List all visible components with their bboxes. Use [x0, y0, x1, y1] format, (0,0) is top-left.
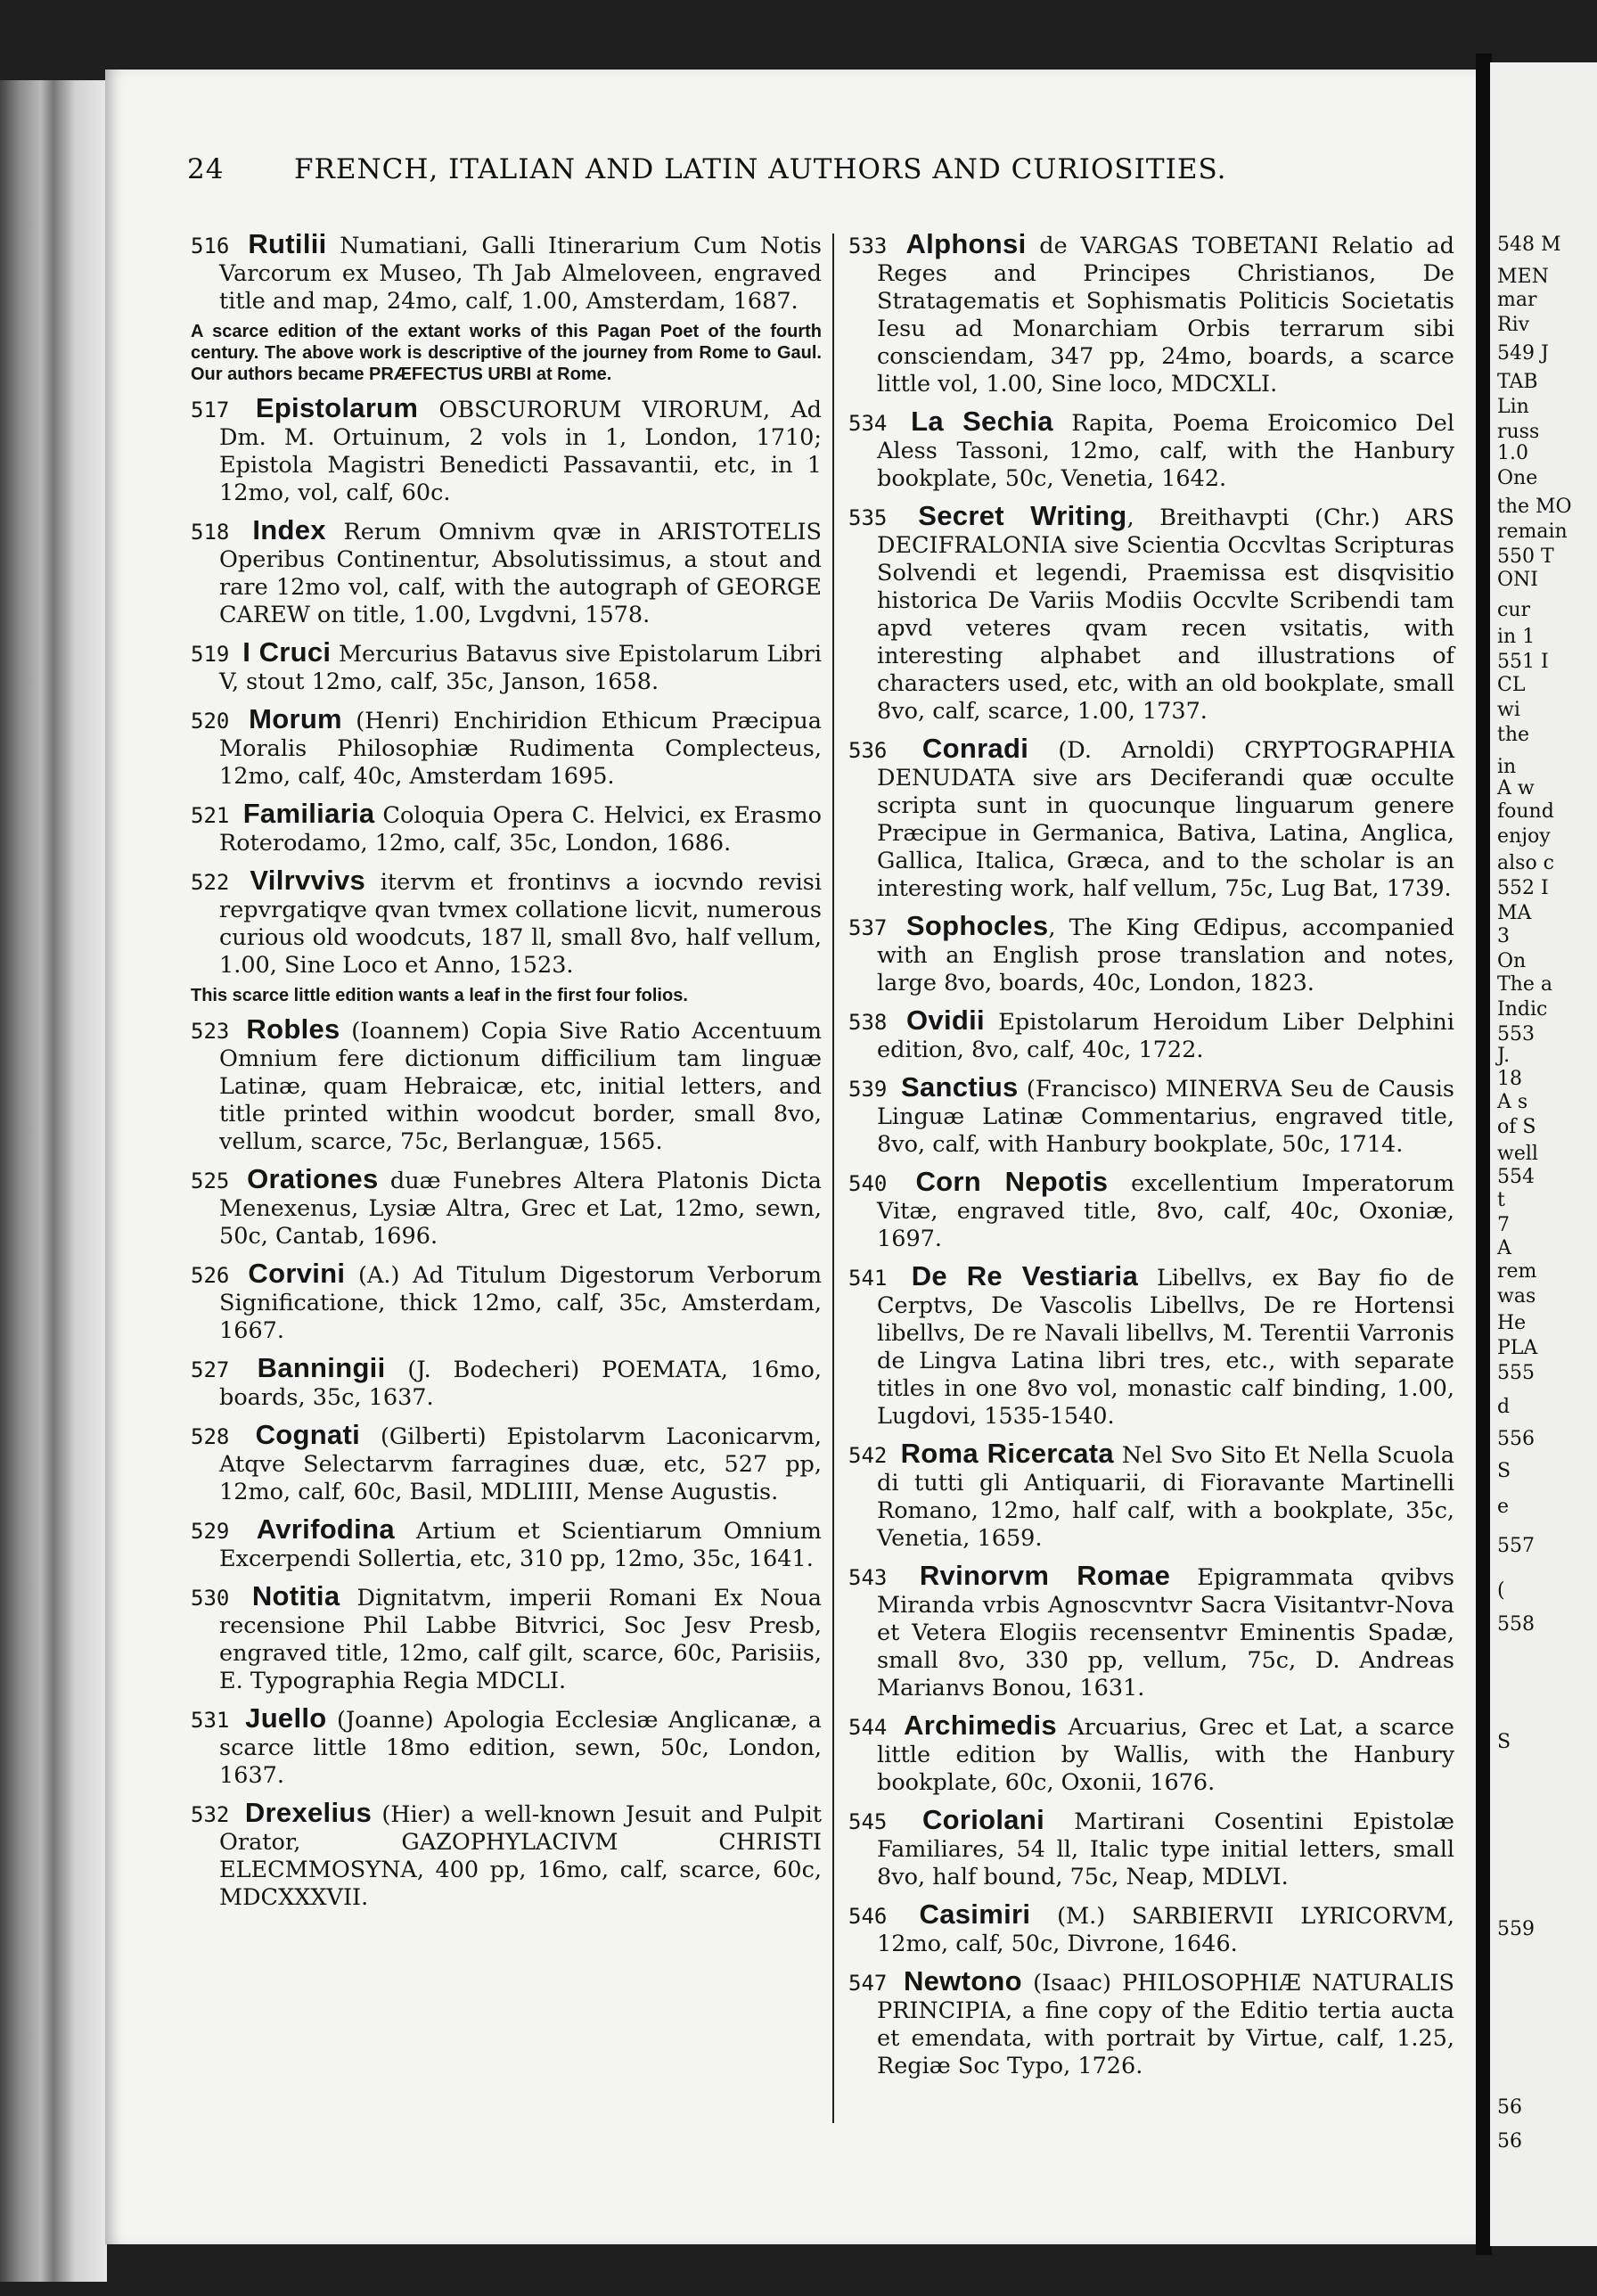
entry-number: 532	[191, 1802, 245, 1827]
catalog-entry	[848, 1711, 1454, 1797]
entry-text: Arcuarius, Grec et Lat, a scarce little edition by Wallis, with the Hanbury bookplate, 60c, Oxonii, 1676.	[877, 1714, 1455, 1796]
next-page-text: remain	[1497, 521, 1568, 543]
entry-text: (Francisco) MINERVA Seu de Causis Linguæ Latinæ Commentarius, engraved title, 8vo, calf, with Hanbury bookplate, 50c, 1714.	[877, 1076, 1454, 1158]
next-page-text: e	[1497, 1496, 1510, 1518]
catalog-entry	[848, 1562, 1454, 1702]
entry-text: de VARGAS TOBETANI Relatio ad Reges and Principes Christianos, De Stratagematis et Sophismatis Politicis Societatis Iesu ad Monarchiam Orbis terrarum sibi consciendam, 347 pp, 24mo, boards, a scarce little vol, 1.00, Sine loco, MDCXLI.	[877, 233, 1455, 398]
page-header	[187, 153, 1453, 185]
next-page-text: 551 I	[1497, 651, 1549, 673]
entry-heading: Avrifodina	[256, 1513, 395, 1545]
entry-heading: Ovidii	[906, 1004, 985, 1036]
next-page-text: in 1	[1497, 626, 1536, 648]
next-page-text: The a	[1497, 973, 1552, 996]
next-page-text: 7	[1497, 1214, 1510, 1236]
entry-heading: I Cruci	[242, 636, 332, 668]
next-page-text: Lin	[1497, 396, 1529, 418]
entry-number: 523	[191, 1019, 247, 1044]
next-page-text: 552 I	[1497, 877, 1549, 899]
catalog-entry	[191, 230, 822, 316]
next-page-text: 1.0	[1497, 442, 1528, 464]
entry-heading: De Re Vestiaria	[911, 1260, 1138, 1292]
entry-number: 518	[191, 520, 253, 545]
catalog-entry	[191, 1354, 822, 1412]
entry-heading: Epistolarum	[255, 392, 419, 423]
entry-text: , The King Œdipus, accompanied with an English prose translation and notes, large 8vo, boards, 40c, London, 1823.	[877, 914, 1454, 996]
entry-number: 542	[848, 1443, 901, 1468]
left-column	[191, 230, 822, 1921]
next-page-text: 549 J	[1497, 342, 1549, 365]
entry-text: (D. Arnoldi) CRYPTOGRAPHIA DENUDATA sive ars Deciferandi quæ occulte scripta sunt in quocunque linguarum genere Præcipue in Germanica, Bativa, Latina, Anglica, Gallica, Italica, Græca, and to the scholar is an interesting work, half vellum, 75c, Lug Bat, 1739.	[877, 737, 1455, 902]
entry-heading: Banningii	[257, 1352, 386, 1383]
catalog-entry	[191, 516, 822, 629]
next-page-text: mar	[1497, 289, 1537, 311]
entry-text: duæ Funebres Altera Platonis Dicta Menexenus, Lysiæ Altra, Grec et Lat, 12mo, sewn, 50c, Cantab, 1696.	[219, 1168, 823, 1250]
next-page-text: found	[1497, 800, 1554, 823]
entry-text: Martirani Cosentini Epistolæ Familiares, 54 ll, Italic type initial letters, small 8vo, half bound, 75c, Neap, MDLVI.	[877, 1808, 1454, 1890]
next-page-text: A	[1497, 1237, 1511, 1259]
next-page-text: 553	[1497, 1023, 1535, 1046]
next-page-text: well	[1497, 1143, 1538, 1165]
entry-number: 546	[848, 1904, 920, 1929]
catalog-entry	[191, 1799, 822, 1912]
entry-heading: Cognati	[255, 1419, 361, 1450]
entry-text: (Joanne) Apologia Ecclesiæ Anglicanæ, a scarce little 18mo edition, sewn, 50c, London, 1637.	[219, 1707, 823, 1789]
entry-heading: Alphonsi	[905, 228, 1027, 259]
entry-heading: Rvinorvm Romae	[919, 1560, 1171, 1591]
catalog-entry	[191, 1015, 822, 1156]
catalog-entry	[191, 638, 822, 696]
entry-text: OBSCURORUM VIRORUM, Ad Dm. M. Ortuinum, 2 vols in 1, London, 1710; Epistola Magistri Benedicti Passavantii, etc, in 1 12mo, vol, calf, 60c.	[219, 397, 823, 506]
next-page-text: 557	[1497, 1535, 1535, 1557]
entry-heading: Vilrvvivs	[250, 865, 366, 896]
catalog-entry	[848, 1900, 1454, 1958]
entry-number: 516	[191, 234, 249, 258]
entry-text: Artium et Scientiarum Omnium Excerpendi Sollertia, etc, 310 pp, 12mo, 35c, 1641.	[219, 1518, 822, 1572]
entry-number: 534	[848, 411, 912, 436]
entry-number: 544	[848, 1715, 905, 1740]
entry-heading: Casimiri	[919, 1898, 1031, 1930]
next-page-text: the MO	[1497, 496, 1572, 518]
entry-heading: La Sechia	[911, 406, 1053, 437]
entry-heading: Coriolani	[921, 1804, 1044, 1835]
entry-text: Nel Svo Sito Et Nella Scuola di tutti gli Antiquarii, di Fioravante Martinelli Romano, 12mo, half calf, with a bookplate, 35c, Venetia, 1659.	[877, 1442, 1454, 1552]
entry-heading: Roma Ricercata	[900, 1438, 1114, 1469]
next-page-text: 548 M	[1497, 234, 1561, 256]
entry-number: 525	[191, 1168, 248, 1193]
next-page-text: 56	[1497, 2130, 1522, 2152]
entry-text: (J. Bodecheri) POEMATA, 16mo, boards, 35c, 1637.	[219, 1357, 823, 1411]
entry-number: 521	[191, 803, 243, 828]
catalog-entry	[848, 407, 1454, 493]
next-page-text: A w	[1497, 777, 1535, 800]
entry-heading: Morum	[249, 703, 342, 734]
entry-number: 531	[191, 1708, 246, 1733]
next-page-text: One	[1497, 467, 1538, 489]
right-column	[848, 230, 1454, 2089]
next-page-text: Indic	[1497, 998, 1548, 1021]
entry-number: 545	[848, 1809, 922, 1834]
next-page-text: of S	[1497, 1116, 1536, 1138]
catalog-entry	[848, 1262, 1454, 1431]
catalog-entry	[191, 1259, 822, 1345]
entry-text: , Breithavpti (Chr.) ARS DECIFRALONIA sive Scientia Occvltas Scripturas Solvendi et legendi, Praemissa est disqvisitio historica De Variis Modiis Occvlte Scribendi tam apvd veteres qvam recen vsitatis, with interesting alphabet and illustrations of characters used, etc, with an old bookplate, small 8vo, calf, scarce, 1.00, 1737.	[877, 504, 1454, 725]
entry-heading: Juello	[245, 1702, 327, 1734]
next-page-text: 558	[1497, 1613, 1535, 1636]
next-page-text: 18	[1497, 1068, 1522, 1090]
catalog-entry	[191, 1704, 822, 1790]
entry-number: 539	[848, 1077, 901, 1102]
entry-heading: Orationes	[247, 1163, 379, 1194]
catalog-note: This scarce little edition wants a leaf in the first four folios.	[191, 986, 688, 1005]
entry-number: 543	[848, 1565, 920, 1590]
column-divider	[832, 234, 834, 2123]
entry-text: Coloquia Opera C. Helvici, ex Erasmo Roterodamo, 12mo, calf, 35c, London, 1686.	[219, 802, 822, 857]
next-page-text: (	[1497, 1579, 1505, 1602]
entry-heading: Newtono	[903, 1965, 1022, 1997]
entry-number: 522	[191, 870, 250, 895]
next-page-text: He	[1497, 1312, 1527, 1334]
next-page-text: Riv	[1497, 314, 1530, 336]
entry-heading: Sanctius	[900, 1071, 1019, 1103]
next-page-text: MEN	[1497, 266, 1549, 288]
next-page-text: CL	[1497, 674, 1526, 696]
entry-number: 519	[191, 642, 243, 667]
next-page-text: 556	[1497, 1428, 1535, 1450]
catalog-entry	[191, 394, 822, 507]
entry-text: Epistolarum Heroidum Liber Delphini edition, 8vo, calf, 40c, 1722.	[877, 1009, 1454, 1063]
entry-number: 526	[191, 1263, 249, 1288]
catalog-entry	[848, 734, 1454, 903]
next-page-text: was	[1497, 1285, 1536, 1308]
entry-number: 527	[191, 1357, 258, 1382]
catalog-entry	[848, 502, 1454, 726]
next-page-text: A s	[1497, 1091, 1528, 1113]
page-title: FRENCH, ITALIAN AND LATIN AUTHORS AND CURIOSITIES.	[294, 153, 1227, 185]
entry-heading: Familiaria	[242, 798, 375, 829]
next-page-text: 559	[1497, 1918, 1535, 1940]
entry-text: Numatiani, Galli Itinerarium Cum Notis Varcorum ex Museo, Th Jab Almeloveen, engraved title and map, 24mo, calf, 1.00, Amsterdam, 1687.	[219, 233, 823, 315]
catalog-entry	[191, 705, 822, 791]
catalog-entry	[848, 1967, 1454, 2080]
entry-text: Rapita, Poema Eroicomico Del Aless Tassoni, 12mo, calf, with the Hanbury bookplate, 50c, Venetia, 1642.	[877, 410, 1454, 492]
next-page-text: d	[1497, 1396, 1511, 1418]
next-page-text: 550 T	[1497, 545, 1554, 568]
entry-heading: Rutilii	[248, 228, 327, 259]
book-page-edges	[0, 80, 107, 2282]
next-page-text: rem	[1497, 1260, 1537, 1283]
page-number: 24	[187, 153, 225, 185]
catalog-entry	[848, 1806, 1454, 1891]
entry-heading: Index	[252, 514, 326, 545]
entry-text: (Ioannem) Copia Sive Ratio Accentuum Omnium fere dictionum difficilium tam linguæ Latinæ, quam Hebraicæ, etc, initial letters, and title printed within woodcut border, small 8vo, vellum, scarce, 75c, Berlanguæ, 1565.	[219, 1018, 822, 1155]
next-page-text: t	[1497, 1189, 1505, 1211]
entry-number: 541	[848, 1266, 912, 1291]
catalog-note: A scarce edition of the extant works of this Pagan Poet of the fourth century. The above work is descriptive of the journey from Rome to Gaul. Our authors became PRÆFECTUS URBI at Rome.	[191, 322, 822, 384]
next-page-text: S	[1497, 1460, 1511, 1482]
entry-number: 547	[848, 1971, 904, 1996]
next-page-text: S	[1497, 1731, 1511, 1753]
next-page-text: 555	[1497, 1362, 1535, 1384]
entry-heading: Conradi	[921, 733, 1029, 764]
entry-text: itervm et frontinvs a iocvndo revisi repvrgatiqve qvan tvmex collatione licvit, numerous curious old woodcuts, 187 ll, small 8vo, half vellum, 1.00, Sine Loco et Anno, 1523.	[219, 869, 823, 979]
catalog-entry	[848, 1006, 1454, 1064]
catalog-entry	[191, 1421, 822, 1506]
entry-number: 530	[191, 1586, 252, 1611]
catalog-entry	[848, 1073, 1454, 1159]
catalog-entry	[848, 912, 1454, 997]
entry-text: excellentium Imperatorum Vitæ, engraved title, 8vo, calf, 40c, Oxoniæ, 1697.	[877, 1170, 1455, 1252]
next-page-text: MA	[1497, 902, 1532, 924]
entry-heading: Corvini	[248, 1258, 346, 1289]
entry-number: 533	[848, 234, 906, 258]
catalog-entry	[848, 1439, 1454, 1553]
entry-number: 535	[848, 505, 919, 530]
entry-number: 520	[191, 709, 250, 734]
catalog-entry	[848, 1168, 1454, 1253]
entry-text: (A.) Ad Titulum Digestorum Verborum Significatione, thick 12mo, calf, 35c, Amsterdam, 1667.	[219, 1262, 822, 1344]
catalog-entry	[191, 1582, 822, 1695]
entry-heading: Corn Nepotis	[915, 1166, 1109, 1197]
entry-number: 537	[848, 915, 906, 940]
next-page-fragment	[1490, 62, 1597, 2246]
next-page-text: in	[1497, 756, 1517, 778]
entry-number: 540	[848, 1171, 916, 1196]
next-page-text: wi	[1497, 699, 1520, 721]
next-page-text: 554	[1497, 1166, 1535, 1188]
next-page-text: J.	[1497, 1045, 1511, 1067]
next-page-text: also c	[1497, 852, 1555, 874]
entry-text: Epigrammata qvibvs Miranda vrbis Agnoscvntvr Sacra Visitantvr-Nova et Vetera Elogiis recensentvr Eminentis Spadæ, small 8vo, 330 pp, vellum, 75c, D. Andreas Marianvs Bonou, 1631.	[877, 1564, 1454, 1702]
entry-number: 536	[848, 738, 922, 763]
entry-text: Dignitatvm, imperii Romani Ex Noua recensione Phil Labbe Bitvrici, Soc Jesv Presb, engraved title, 12mo, calf gilt, scarce, 60c, Parisiis, E. Typographia Regia MDCLI.	[219, 1585, 822, 1694]
entry-text: (Hier) a well-known Jesuit and Pulpit Orator, GAZOPHYLACIVM CHRISTI ELECMMOSYNA, 400 pp, 16mo, calf, scarce, 60c, MDCXXXVII.	[219, 1801, 822, 1911]
entry-text: Mercurius Batavus sive Epistolarum Libri V, stout 12mo, calf, 35c, Janson, 1658.	[219, 641, 823, 695]
next-page-text: ONI	[1497, 569, 1538, 591]
next-page-text: russ	[1497, 421, 1540, 443]
entry-text: Rerum Omnivm qvæ in ARISTOTELIS Operibus Continentur, Absolutissimus, a stout and rare 12mo vol, calf, with the autograph of GEORGE CAREW on title, 1.00, Lvgdvni, 1578.	[219, 519, 823, 628]
entry-text: (Gilberti) Epistolarvm Laconicarvm, Atqve Selectarvm farragines duæ, etc, 527 pp, 12mo, calf, 60c, Basil, MDLIIII, Mense Augustis.	[219, 1423, 822, 1505]
entry-heading: Robles	[246, 1013, 340, 1045]
entry-number: 517	[191, 398, 256, 422]
next-page-text: 56	[1497, 2096, 1522, 2119]
entry-heading: Notitia	[251, 1580, 340, 1611]
catalog-entry	[848, 230, 1454, 398]
entry-text: (Henri) Enchiridion Ethicum Præcipua Moralis Philosophiæ Rudimenta Complecteus, 12mo, calf, 40c, Amsterdam 1695.	[219, 708, 823, 790]
next-page-text: the	[1497, 724, 1530, 746]
entry-heading: Sophocles	[905, 910, 1049, 941]
next-page-text: cur	[1497, 599, 1531, 621]
entry-heading: Secret Writing	[918, 500, 1127, 531]
catalog-entry	[191, 800, 822, 857]
entry-number: 528	[191, 1424, 256, 1449]
next-page-text: 3	[1497, 925, 1510, 947]
entry-text: (Isaac) PHILOSOPHIÆ NATURALIS PRINCIPIA, a fine copy of the Editio tertia aucta et emendata, with portrait by Virtue, calf, 1.25, Regiæ Soc Typo, 1726.	[877, 1970, 1454, 2079]
next-page-text: PLA	[1497, 1337, 1538, 1359]
entry-heading: Archimedis	[904, 1710, 1057, 1741]
entry-text: Libellvs, ex Bay fio de Cerptvs, De Vascolis Libellvs, De re Hortensi libellvs, De re Navali libellvs, M. Terentii Varronis de Lingva Latina libri tres, etc., with separate titles in one 8vo vol, monastic calf binding, 1.00, Lugdovi, 1535-1540.	[877, 1265, 1454, 1430]
catalog-entry	[191, 866, 822, 980]
catalog-entry	[191, 1165, 822, 1250]
entry-number: 529	[191, 1519, 257, 1544]
next-page-text: On	[1497, 950, 1527, 972]
catalog-entry	[191, 1515, 822, 1573]
entry-number: 538	[848, 1010, 907, 1035]
entry-text: (M.) SARBIERVII LYRICORVM, 12mo, calf, 50c, Divrone, 1646.	[877, 1903, 1455, 1957]
next-page-text: TAB	[1497, 371, 1538, 393]
entry-heading: Drexelius	[244, 1797, 373, 1828]
next-page-text: enjoy	[1497, 825, 1551, 848]
